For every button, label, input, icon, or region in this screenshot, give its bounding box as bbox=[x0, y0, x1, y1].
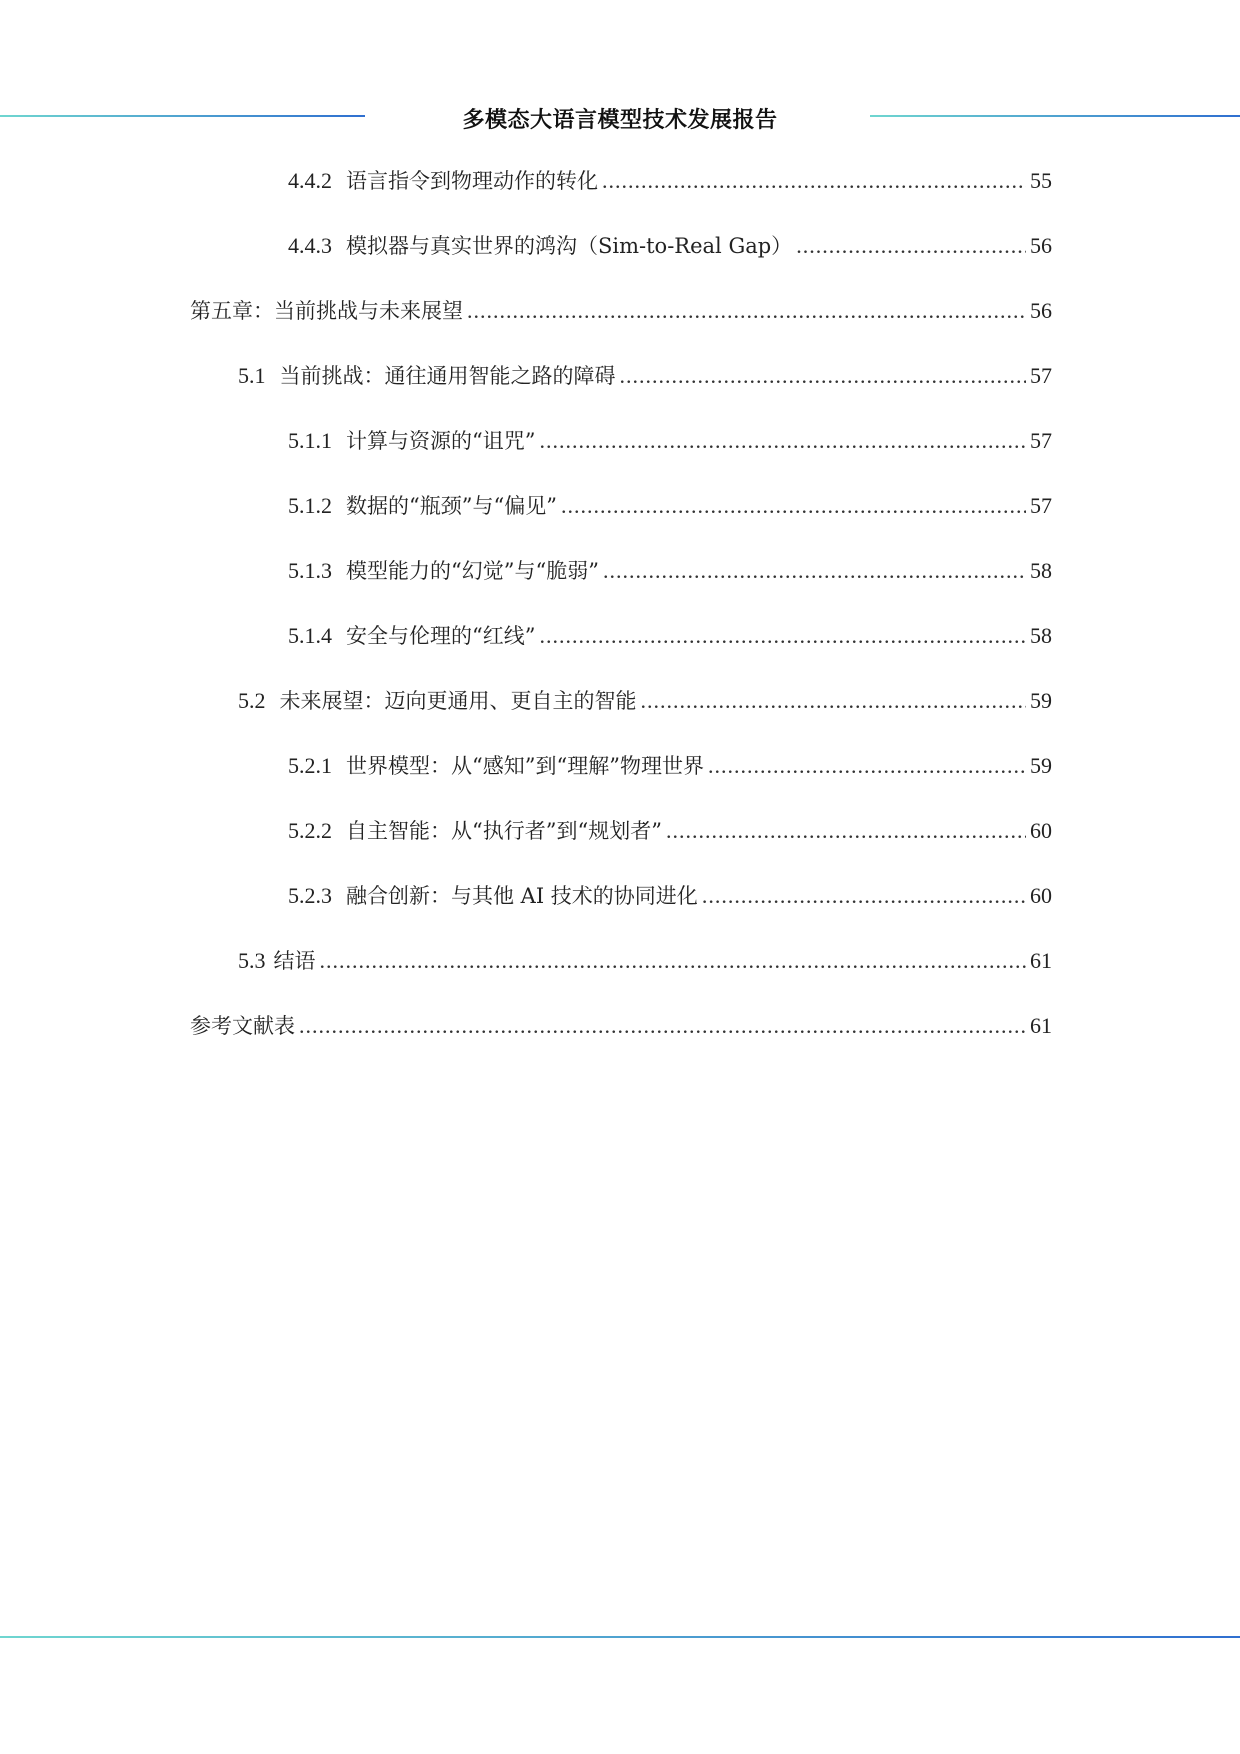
toc-entry[interactable] bbox=[190, 295, 1052, 327]
toc-leader bbox=[641, 685, 1027, 717]
toc-title: 模拟器与真实世界的鸿沟（Sim-to-Real Gap） bbox=[346, 234, 793, 258]
toc-leader bbox=[467, 295, 1026, 327]
footer-rule bbox=[0, 1636, 1240, 1638]
toc-title: 语言指令到物理动作的转化 bbox=[346, 169, 598, 193]
toc-page: 57 bbox=[1030, 493, 1052, 518]
toc-title: 第五章：当前挑战与未来展望 bbox=[190, 299, 463, 323]
toc-entry[interactable] bbox=[288, 815, 1052, 847]
toc-leader bbox=[539, 620, 1026, 652]
toc-leader bbox=[539, 425, 1026, 457]
toc-title: 模型能力的“幻觉”与“脆弱” bbox=[346, 559, 599, 583]
toc-page: 61 bbox=[1030, 1013, 1052, 1038]
toc-page: 59 bbox=[1030, 688, 1052, 713]
toc-title: 世界模型：从“感知”到“理解”物理世界 bbox=[346, 754, 704, 778]
page-title: 多模态大语言模型技术发展报告 bbox=[462, 108, 778, 133]
toc-number: 5.2 bbox=[238, 688, 266, 713]
toc-entry[interactable] bbox=[288, 620, 1052, 652]
toc-number: 5.1.3 bbox=[288, 558, 332, 583]
toc-entry[interactable] bbox=[238, 945, 1052, 977]
toc-title: 数据的“瓶颈”与“偏见” bbox=[346, 494, 557, 518]
toc-page: 59 bbox=[1030, 753, 1052, 778]
toc-leader bbox=[796, 230, 1026, 262]
toc-title: 当前挑战：通往通用智能之路的障碍 bbox=[279, 364, 616, 388]
toc-entry[interactable] bbox=[238, 360, 1052, 392]
toc-entry[interactable] bbox=[288, 555, 1052, 587]
toc-leader bbox=[708, 750, 1026, 782]
toc-title: 结语 bbox=[273, 949, 316, 973]
toc-leader bbox=[666, 815, 1026, 847]
toc-entry[interactable] bbox=[288, 490, 1052, 522]
toc-leader bbox=[702, 880, 1026, 912]
toc-page: 56 bbox=[1030, 298, 1052, 323]
toc-entry[interactable] bbox=[288, 230, 1052, 262]
toc-number: 5.1.2 bbox=[288, 493, 332, 518]
toc-number: 4.4.3 bbox=[288, 233, 332, 258]
toc-page: 57 bbox=[1030, 363, 1052, 388]
toc-leader bbox=[602, 165, 1026, 197]
toc-number: 5.2.1 bbox=[288, 753, 332, 778]
toc-page: 58 bbox=[1030, 558, 1052, 583]
toc-leader bbox=[603, 555, 1026, 587]
toc-title: 自主智能：从“执行者”到“规划者” bbox=[346, 819, 662, 843]
toc-entry[interactable] bbox=[288, 425, 1052, 457]
toc-page: 61 bbox=[1030, 948, 1052, 973]
toc-entry[interactable] bbox=[288, 880, 1052, 912]
toc-entry[interactable] bbox=[288, 750, 1052, 782]
toc-page: 57 bbox=[1030, 428, 1052, 453]
toc-title: 安全与伦理的“红线” bbox=[346, 624, 536, 648]
toc-number: 5.2.2 bbox=[288, 818, 332, 843]
toc-number: 4.4.2 bbox=[288, 168, 332, 193]
toc-page: 56 bbox=[1030, 233, 1052, 258]
toc-leader bbox=[620, 360, 1027, 392]
toc-entry[interactable] bbox=[190, 1010, 1052, 1042]
toc-entry[interactable] bbox=[288, 165, 1052, 197]
toc-entry[interactable] bbox=[238, 685, 1052, 717]
header-rule-right bbox=[870, 115, 1240, 117]
toc-title: 未来展望：迈向更通用、更自主的智能 bbox=[279, 689, 637, 713]
toc-number: 5.3 bbox=[238, 948, 266, 973]
toc-page: 58 bbox=[1030, 623, 1052, 648]
toc-number: 5.1.1 bbox=[288, 428, 332, 453]
toc-number: 5.2.3 bbox=[288, 883, 332, 908]
toc-number: 5.1 bbox=[238, 363, 266, 388]
toc-leader bbox=[561, 490, 1026, 522]
toc-page: 55 bbox=[1030, 168, 1052, 193]
toc-title: 计算与资源的“诅咒” bbox=[346, 429, 536, 453]
toc-page: 60 bbox=[1030, 883, 1052, 908]
toc-title: 参考文献表 bbox=[190, 1014, 295, 1038]
toc-title: 融合创新：与其他 AI 技术的协同进化 bbox=[346, 884, 698, 908]
toc-number: 5.1.4 bbox=[288, 623, 332, 648]
toc-leader bbox=[299, 1010, 1026, 1042]
toc-leader bbox=[320, 945, 1027, 977]
toc-page: 60 bbox=[1030, 818, 1052, 843]
